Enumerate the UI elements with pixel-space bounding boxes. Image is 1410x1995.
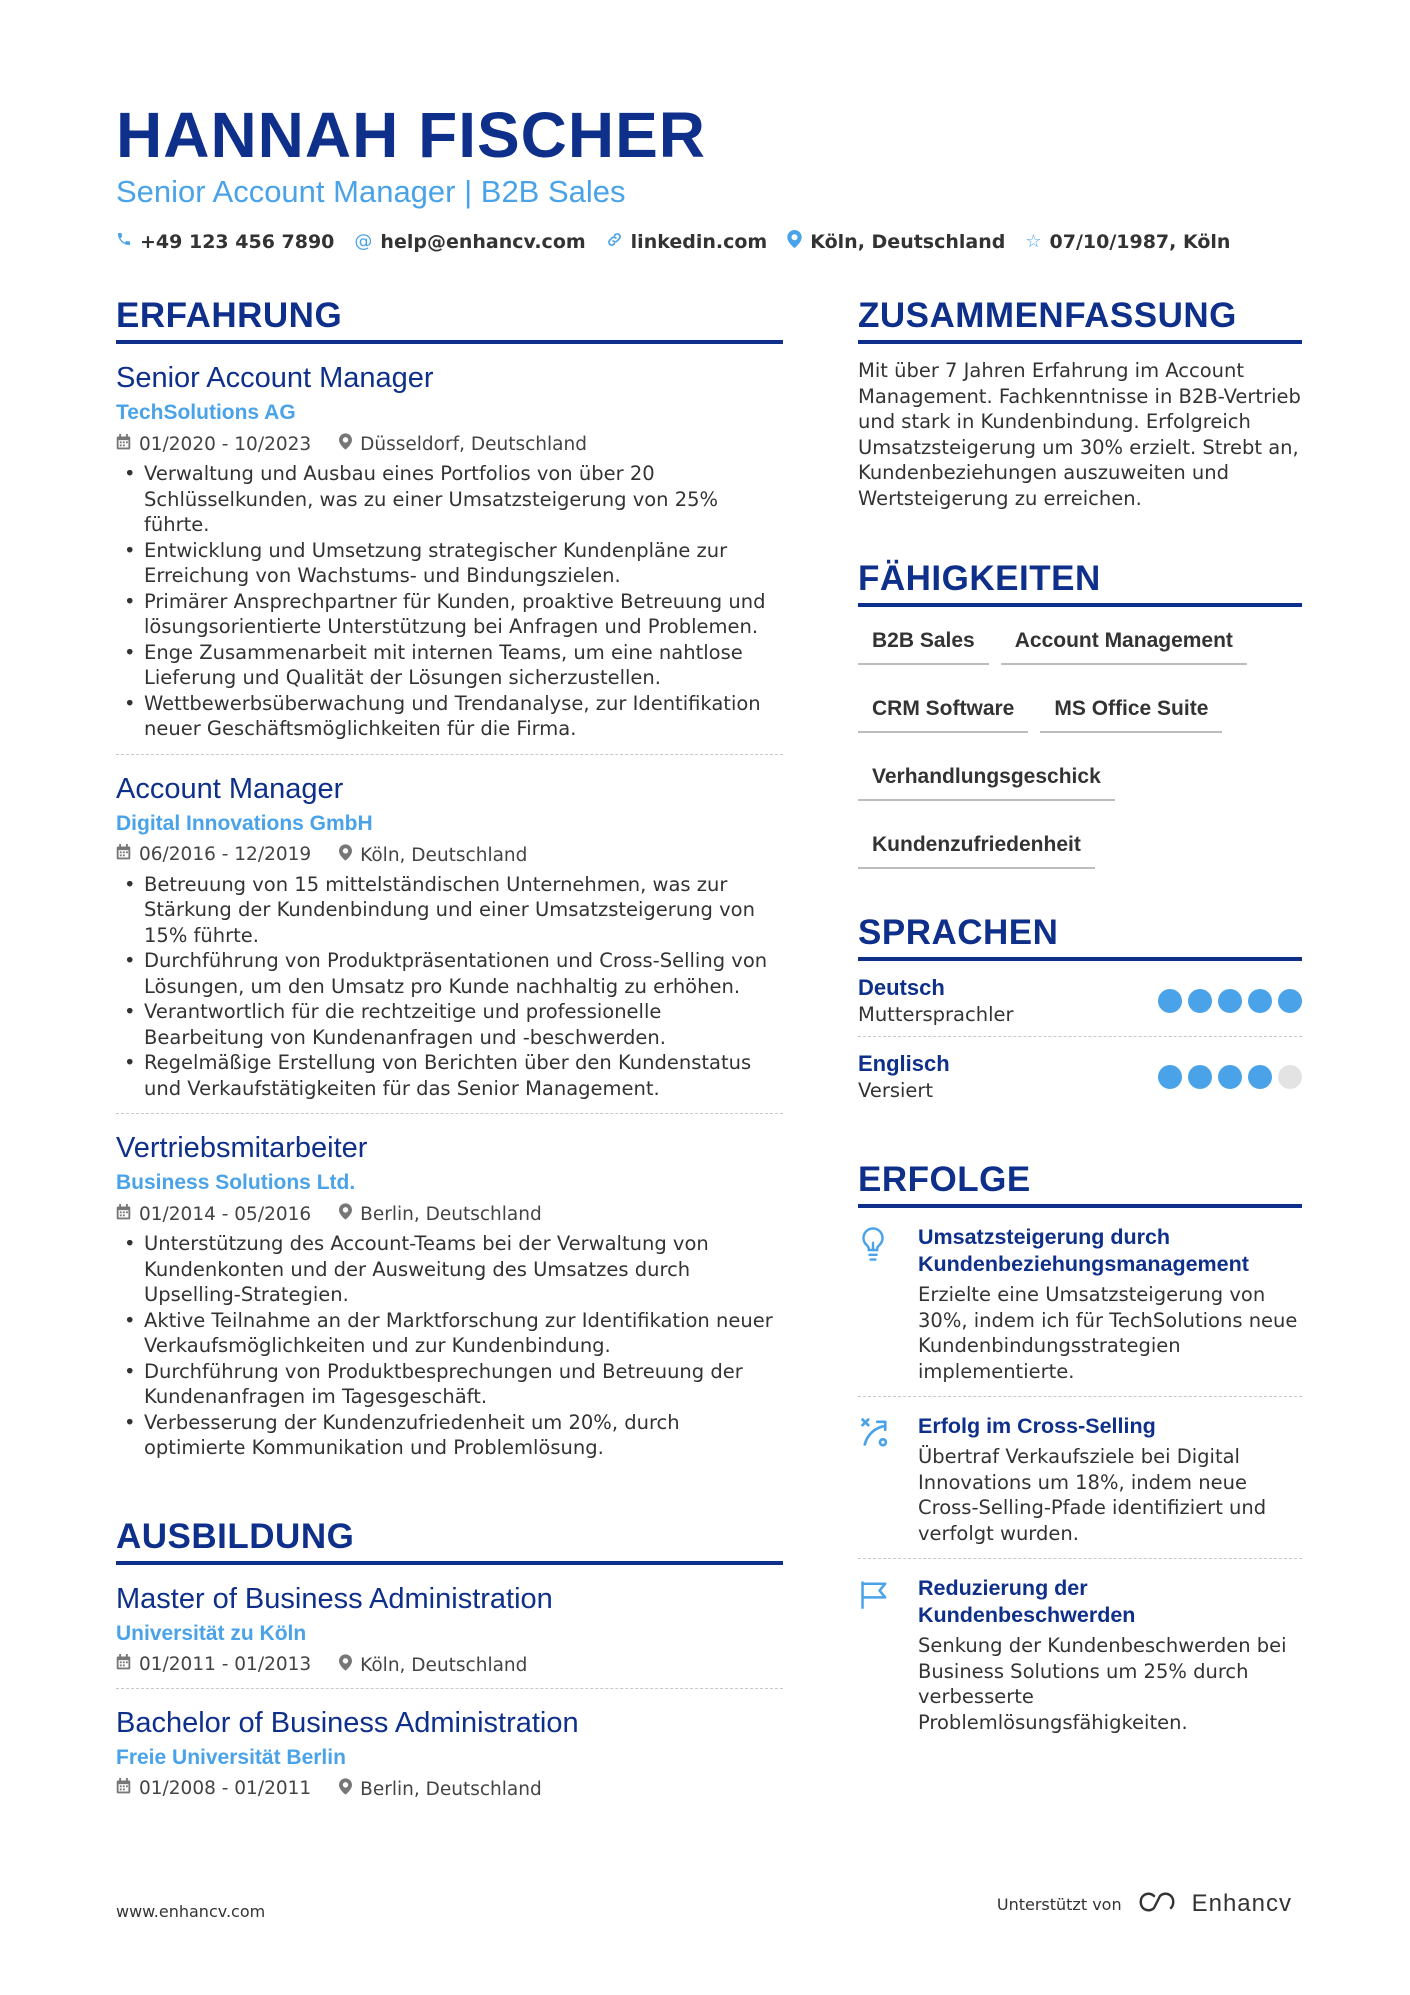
job-dates-text: 06/2016 - 12/2019 [139,844,312,865]
education-entry [116,1689,783,1812]
company-name: TechSolutions AG [116,401,296,424]
job-bullet: • Durchführung von Produktbesprechungen und Betreuung der Kundenanfragen im Tagesgeschäft. [116,1359,783,1410]
education-location [339,1778,542,1800]
calendar-icon [116,1655,131,1675]
rating-dot [1158,989,1182,1013]
education-location-text: Köln, Deutschland [360,1654,528,1676]
languages-title: SPRACHEN [858,913,1302,961]
location-icon [339,1205,352,1225]
job-location-text: Köln, Deutschland [360,844,528,866]
education-location-text: Berlin, Deutschland [360,1778,542,1800]
language-name: Deutsch [858,975,945,1000]
achievements-list [858,1208,1302,1747]
rating-dot [1248,1065,1272,1089]
education-dates-text: 01/2008 - 01/2011 [139,1778,312,1799]
achievement-entry [858,1559,1302,1747]
calendar-icon [116,845,131,865]
job-meta [116,433,783,455]
contact-linkedin-text: linkedin.com [630,230,768,253]
degree-title: Bachelor of Business Administration [116,1706,579,1739]
job-location [339,433,587,455]
rating-dot [1248,989,1272,1013]
job-location [339,844,527,866]
job-bullets [116,1231,783,1461]
achievement-body [918,1575,1302,1735]
education-location [339,1654,527,1676]
rating-dot [1158,1065,1182,1089]
achievement-title: Erfolg im Cross-Selling [918,1414,1156,1438]
flag-icon [858,1575,898,1735]
skill-tag: CRM Software [858,689,1028,733]
language-entry [858,961,1302,1037]
job-dates [116,844,311,865]
language-rating [1158,1065,1302,1089]
contact-bar [116,230,1230,253]
rating-dot [1188,1065,1212,1089]
achievements-title: ERFOLGE [858,1160,1302,1208]
education-dates-text: 01/2011 - 01/2013 [139,1654,312,1675]
language-info [858,975,1014,1026]
candidate-name: HANNAH FISCHER [116,99,706,171]
summary-title: ZUSAMMENFASSUNG [858,296,1302,344]
school-name: Universität zu Köln [116,1621,307,1645]
achievement-description: Übertraf Verkaufsziele bei Digital Innovations um 18%, indem neue Cross-Selling-Pfade identifiziert und verfolgt wurden. [918,1445,1267,1545]
job-entry [116,344,783,755]
education-entry [116,1565,783,1689]
link-icon [606,231,623,253]
job-bullets [116,461,783,742]
job-title: Vertriebsmitarbeiter [116,1132,368,1164]
calendar-icon [116,1779,131,1799]
contact-location-text: Köln, Deutschland [810,230,1006,253]
contact-location [787,230,1005,253]
achievement-body [918,1224,1302,1384]
job-entry [116,1114,783,1473]
calendar-icon [116,1205,131,1225]
job-meta [116,1203,783,1225]
education-meta [116,1654,783,1676]
skill-tag: B2B Sales [858,621,989,665]
skill-tag: Kundenzufriedenheit [858,825,1095,869]
skill-tag: Account Management [1001,621,1247,665]
contact-birth [1025,230,1230,253]
footer-website[interactable]: www.enhancv.com [116,1902,266,1921]
location-icon [339,1656,352,1676]
job-bullet: • Regelmäßige Erstellung von Berichten über den Kundenstatus und Verkaufstätigkeiten für das Senior Management. [116,1050,783,1101]
achievement-entry [858,1208,1302,1397]
enhancv-logo-icon [1134,1890,1180,1918]
language-name: Englisch [858,1051,950,1076]
education-title: AUSBILDUNG [116,1517,783,1565]
skills-list [858,621,1302,869]
language-level: Versiert [858,1079,934,1102]
job-entry [116,755,783,1115]
company-name: Digital Innovations GmbH [116,811,373,835]
languages-list [858,961,1302,1112]
achievement-body [918,1413,1302,1546]
job-location [339,1203,542,1225]
brand-name: Enhancv [1191,1890,1292,1917]
education-list [116,1565,783,1812]
location-icon [339,1780,352,1800]
contact-phone[interactable] [116,230,334,253]
language-info [858,1051,950,1102]
job-meta [116,844,783,866]
education-dates [116,1778,311,1799]
lightbulb-icon [858,1224,898,1384]
language-rating [1158,989,1302,1013]
rating-dot [1278,989,1302,1013]
job-bullet: • Enge Zusammenarbeit mit internen Teams, um eine nahtlose Lieferung und Qualität der Lösungen sicherzustellen. [116,640,783,691]
rating-dot [1218,1065,1242,1089]
achievement-title: Umsatzsteigerung durch Kundenbeziehungsmanagement [918,1225,1249,1276]
location-icon [787,230,802,253]
contact-linkedin[interactable] [606,230,768,253]
candidate-headline: Senior Account Manager | B2B Sales [116,174,626,209]
calendar-icon [116,435,131,455]
job-dates [116,434,311,455]
job-bullet: • Verantwortlich für die rechtzeitige und professionelle Bearbeitung von Kundenanfragen und -beschwerden. [116,999,783,1050]
job-bullet: • Wettbewerbsüberwachung und Trendanalyse, zur Identifikation neuer Geschäftsmöglichkeiten für die Firma. [116,691,783,742]
job-bullet: • Aktive Teilnahme an der Marktforschung zur Identifikation neuer Verkaufsmöglichkeiten und zur Kundenbindung. [116,1308,783,1359]
footer-branding [997,1890,1292,1918]
rating-dot [1278,1065,1302,1089]
job-dates-text: 01/2014 - 05/2016 [139,1203,312,1225]
skill-tag: Verhandlungsgeschick [858,757,1115,801]
location-icon [339,846,352,866]
right-column [858,296,1302,1747]
experience-list [116,344,783,1473]
job-bullet: • Primärer Ansprechpartner für Kunden, proaktive Betreuung und lösungsorientierte Unterstützung bei Anfragen und Problemen. [116,589,783,640]
job-bullet: • Unterstützung des Account-Teams bei der Verwaltung von Kundenkonten und der Ausweitung des Umsatzes durch Upselling-Strategien. [116,1231,783,1308]
job-bullets [116,872,783,1102]
job-dates [116,1204,311,1225]
summary-text: Mit über 7 Jahren Erfahrung im Account Management. Fachkenntnisse in B2B-Vertrieb und stark in Kundenbindung. Erfolgreich Umsatzsteigerung um 30% erzielt. Strebt an, Kundenbeziehungen auszuweiten und Wertsteigerung zu erreichen. [858,359,1301,510]
rating-dot [1218,989,1242,1013]
star-icon: ☆ [1025,231,1042,252]
achievement-description: Erzielte eine Umsatzsteigerung von 30%, indem ich für TechSolutions neue Kundenbindungsstrategien implementierte. [918,1283,1298,1383]
language-entry [858,1037,1302,1112]
education-dates [116,1654,311,1675]
job-bullet: • Entwicklung und Umsetzung strategischer Kundenpläne zur Erreichung von Wachstums- und Bindungszielen. [116,538,783,589]
language-level: Muttersprachler [858,1003,1014,1026]
company-name: Business Solutions Ltd. [116,1171,356,1194]
contact-email-text: help@enhancv.com [380,230,586,253]
job-title: Senior Account Manager [116,362,434,394]
phone-icon [116,231,132,252]
left-column [116,296,783,1812]
strategy-arrow-icon [858,1413,898,1546]
job-title: Account Manager [116,772,344,805]
degree-title: Master of Business Administration [116,1582,553,1615]
job-bullet: • Verwaltung und Ausbau eines Portfolios von über 20 Schlüsselkunden, was zu einer Umsatzsteigerung von 25% führte. [116,461,783,538]
contact-email[interactable] [354,230,585,253]
rating-dot [1188,989,1212,1013]
job-bullet: • Betreuung von 15 mittelständischen Unternehmen, was zur Stärkung der Kundenbindung und einer Umsatzsteigerung von 15% führte. [116,872,783,949]
achievement-entry [858,1397,1302,1559]
skill-tag: MS Office Suite [1040,689,1222,733]
job-bullet: • Durchführung von Produktpräsentationen und Cross-Selling von Lösungen, um den Umsatz pro Kunde nachhaltig zu erhöhen. [116,948,783,999]
job-location-text: Düsseldorf, Deutschland [360,434,587,455]
education-meta [116,1778,783,1800]
achievement-description: Senkung der Kundenbeschwerden bei Business Solutions um 25% durch verbesserte Problemlösungsfähigkeiten. [918,1634,1287,1734]
powered-by-text: Unterstützt von [996,1894,1122,1914]
job-bullet: • Verbesserung der Kundenzufriedenheit um 20%, durch optimierte Kommunikation und Problemlösung. [116,1410,783,1461]
experience-title: ERFAHRUNG [116,296,783,344]
at-icon: @ [354,231,373,252]
skills-title: FÄHIGKEITEN [858,559,1302,607]
contact-phone-text: +49 123 456 7890 [140,230,335,253]
school-name: Freie Universität Berlin [116,1745,346,1769]
achievement-title: Reduzierung der Kundenbeschwerden [918,1576,1136,1627]
contact-birth-text: 07/10/1987, Köln [1049,230,1231,253]
job-location-text: Berlin, Deutschland [360,1204,542,1225]
job-dates-text: 01/2020 - 10/2023 [139,433,312,455]
location-icon [339,435,352,455]
